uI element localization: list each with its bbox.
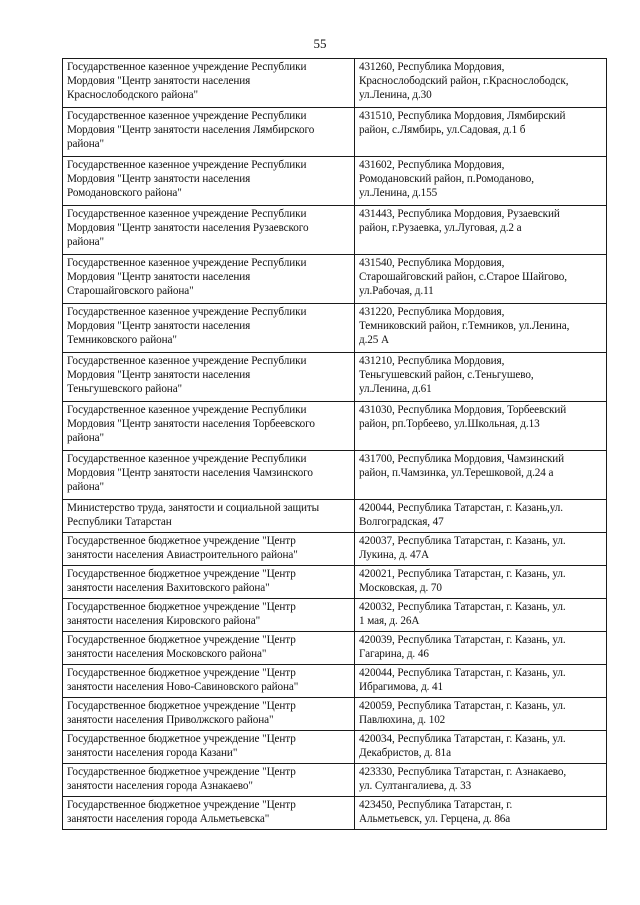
organization-line: Государственное казенное учреждение Республики [67,110,307,122]
employment-centers-table [62,58,607,830]
address-cell [355,731,607,764]
table-row [63,108,607,157]
organization-cell [63,108,355,157]
address-line: 423450, Республика Татарстан, г. [359,799,513,811]
address-line: Теньгушевский район, с.Теньгушево, [359,369,534,381]
address-line: 420039, Республика Татарстан, г. Казань, ул. [359,634,566,646]
address-line: 431210, Республика Мордовия, [359,355,505,367]
organization-line: Государственное казенное учреждение Республики [67,453,307,465]
address-cell [355,599,607,632]
organization-line: Республики Татарстан [67,516,172,528]
organization-line: Государственное бюджетное учреждение "Центр [67,568,296,580]
address-line: Темниковский район, г.Темников, ул.Ленина, [359,320,570,332]
table-row [63,206,607,255]
organization-line: занятости населения Авиастроительного района" [67,549,298,561]
table-row [63,566,607,599]
table-row [63,599,607,632]
table-row [63,533,607,566]
organization-line: занятости населения города Альметьевска" [67,813,270,825]
address-line: 431700, Республика Мордовия, Чамзинский [359,453,565,465]
organization-line: занятости населения Московского района" [67,648,267,660]
address-line: Волгоградская, 47 [359,516,444,528]
table-row [63,157,607,206]
address-cell [355,764,607,797]
address-cell [355,304,607,353]
address-line: район, п.Чамзинка, ул.Терешковой, д.24 а [359,467,554,479]
address-cell [355,353,607,402]
organization-cell [63,632,355,665]
organization-cell [63,500,355,533]
organization-cell [63,206,355,255]
organization-line: Государственное бюджетное учреждение "Центр [67,766,296,778]
organization-line: Государственное казенное учреждение Республики [67,208,307,220]
organization-line: Министерство труда, занятости и социальной защиты [67,502,320,514]
address-cell [355,255,607,304]
organization-line: занятости населения Кировского района" [67,615,261,627]
address-cell [355,698,607,731]
table-row [63,731,607,764]
table-row [63,665,607,698]
organization-line: Государственное бюджетное учреждение "Центр [67,733,296,745]
address-line: ул.Ленина, д.61 [359,383,432,395]
organization-line: Мордовия "Центр занятости населения [67,320,251,332]
address-line: ул.Ленина, д.30 [359,89,432,101]
address-line: д.25 А [359,334,389,346]
organization-cell [63,764,355,797]
address-line: Декабристов, д. 81а [359,747,451,759]
organization-line: Краснослободского района" [67,89,198,101]
organization-cell [63,731,355,764]
address-line: 420034, Республика Татарстан, г. Казань, ул. [359,733,566,745]
organization-line: Ромодановского района" [67,187,182,199]
address-line: Ибрагимова, д. 41 [359,681,444,693]
organization-line: Мордовия "Центр занятости населения [67,173,251,185]
address-line: 431443, Республика Мордовия, Рузаевский [359,208,560,220]
organization-line: Государственное бюджетное учреждение "Центр [67,700,296,712]
organization-cell [63,353,355,402]
table-row [63,451,607,500]
organization-cell [63,665,355,698]
organization-line: района" [67,432,104,444]
organization-line: Государственное казенное учреждение Республики [67,404,307,416]
address-line: 431030, Республика Мордовия, Торбеевский [359,404,567,416]
address-line: район, г.Рузаевка, ул.Луговая, д.2 а [359,222,522,234]
organization-line: Государственное казенное учреждение Республики [67,355,307,367]
address-cell [355,108,607,157]
address-line: 420044, Республика Татарстан, г. Казань,ул. [359,502,563,514]
organization-line: Мордовия "Центр занятости населения Торбеевского [67,418,315,430]
address-line: Старошайговский район, с.Старое Шайгово, [359,271,567,283]
address-cell [355,632,607,665]
table-row [63,59,607,108]
table-row [63,353,607,402]
address-line: Павлюхина, д. 102 [359,714,446,726]
address-line: Московская, д. 70 [359,582,442,594]
organization-line: занятости населения Ново-Савиновского района" [67,681,299,693]
address-line: 1 мая, д. 26А [359,615,420,627]
address-line: ул.Ленина, д.155 [359,187,438,199]
address-line: Ромодановский район, п.Ромоданово, [359,173,534,185]
address-line: 420032, Республика Татарстан, г. Казань, ул. [359,601,566,613]
organization-line: Государственное казенное учреждение Республики [67,257,307,269]
organization-line: Государственное бюджетное учреждение "Центр [67,634,296,646]
table-row [63,402,607,451]
page-number: 55 [313,36,327,51]
address-line: ул. Султангалиева, д. 33 [359,780,472,792]
table-body [63,59,607,830]
organization-cell [63,797,355,830]
organization-line: Государственное казенное учреждение Республики [67,306,307,318]
address-line: 431602, Республика Мордовия, [359,159,505,171]
address-cell [355,206,607,255]
organization-line: Мордовия "Центр занятости населения [67,369,251,381]
table-row [63,304,607,353]
address-line: Краснослободский район, г.Краснослободск, [359,75,569,87]
address-line: Гагарина, д. 46 [359,648,429,660]
organization-cell [63,402,355,451]
address-cell [355,500,607,533]
organization-line: района" [67,236,104,248]
organization-cell [63,698,355,731]
organization-cell [63,255,355,304]
address-line: 431260, Республика Мордовия, [359,61,505,73]
address-line: 431540, Республика Мордовия, [359,257,505,269]
address-line: Альметьевск, ул. Герцена, д. 86а [359,813,511,825]
organization-line: Мордовия "Центр занятости населения Чамзинского [67,467,313,479]
organization-line: Теньгушевского района" [67,383,183,395]
address-line: ул.Рабочая, д.11 [359,285,434,297]
table-row [63,632,607,665]
address-cell [355,797,607,830]
organization-line: Мордовия "Центр занятости населения [67,271,251,283]
organization-line: Государственное казенное учреждение Республики [67,159,307,171]
table-row [63,797,607,830]
address-line: район, рп.Торбеево, ул.Школьная, д.13 [359,418,540,430]
organization-cell [63,566,355,599]
organization-line: занятости населения города Азнакаево" [67,780,253,792]
address-cell [355,402,607,451]
address-line: 431220, Республика Мордовия, [359,306,505,318]
organization-cell [63,304,355,353]
address-line: 431510, Республика Мордовия, Лямбирский [359,110,566,122]
organization-cell [63,599,355,632]
address-line: район, с.Лямбирь, ул.Садовая, д.1 б [359,124,526,136]
organization-line: Государственное бюджетное учреждение "Центр [67,799,296,811]
organization-line: Старошайговского района" [67,285,194,297]
organization-line: Мордовия "Центр занятости населения Лямбирского [67,124,315,136]
organization-line: Мордовия "Центр занятости населения [67,75,251,87]
organization-cell [63,59,355,108]
address-cell [355,59,607,108]
address-line: Лукина, д. 47А [359,549,430,561]
table-row [63,500,607,533]
address-line: 420037, Республика Татарстан, г. Казань, ул. [359,535,566,547]
address-cell [355,566,607,599]
organization-cell [63,533,355,566]
address-cell [355,665,607,698]
address-line: 423330, Республика Татарстан, г. Азнакаево, [359,766,567,778]
organization-line: Государственное бюджетное учреждение "Центр [67,601,296,613]
address-cell [355,451,607,500]
address-cell [355,533,607,566]
organization-cell [63,157,355,206]
organization-line: Государственное бюджетное учреждение "Центр [67,667,296,679]
address-line: 420044, Республика Татарстан, г. Казань, ул. [359,667,566,679]
organization-line: занятости населения города Казани" [67,747,238,759]
address-line: 420059, Республика Татарстан, г. Казань, ул. [359,700,566,712]
organization-line: района" [67,481,104,493]
organization-line: занятости населения Вахитовского района" [67,582,270,594]
organization-line: Мордовия "Центр занятости населения Рузаевского [67,222,309,234]
table-row [63,698,607,731]
organization-line: Темниковского района" [67,334,177,346]
organization-line: Государственное бюджетное учреждение "Центр [67,535,296,547]
address-cell [355,157,607,206]
organization-line: занятости населения Приволжского района" [67,714,274,726]
organization-cell [63,451,355,500]
address-line: 420021, Республика Татарстан, г. Казань, ул. [359,568,566,580]
table-row [63,764,607,797]
organization-line: района" [67,138,104,150]
organization-line: Государственное казенное учреждение Республики [67,61,307,73]
table-row [63,255,607,304]
